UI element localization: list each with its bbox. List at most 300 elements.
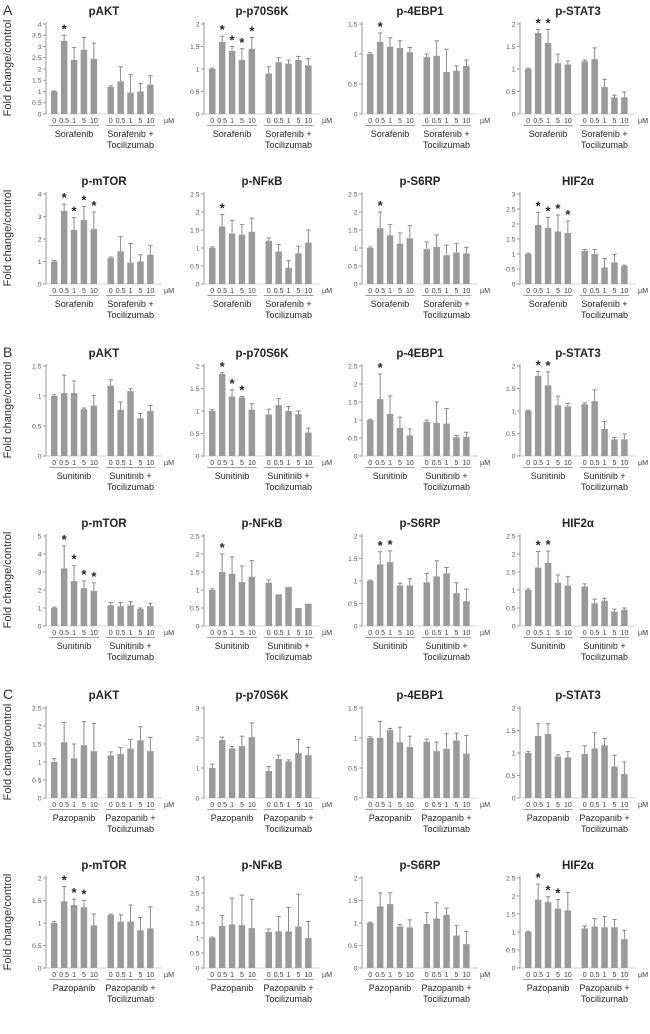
x-tick-label: 10 (620, 288, 629, 295)
y-tick-label: 2 (353, 533, 358, 541)
chart-C-pakt (16, 686, 174, 854)
x-tick-label: 10 (146, 118, 155, 125)
bar (387, 235, 394, 284)
group2-label-line1: Sorafenib + (107, 129, 154, 139)
bar (275, 252, 282, 284)
group1-label: Sorafenib (370, 129, 410, 139)
bar (127, 749, 134, 798)
chart-title: pAKT (88, 348, 120, 360)
bar (453, 253, 460, 284)
bar (555, 757, 562, 798)
significance-asterisk: * (555, 885, 561, 901)
bar (545, 563, 552, 626)
y-tick-label: 1.5 (190, 569, 200, 577)
x-tick-label: 0 (526, 802, 531, 809)
x-tick-label: 0.5 (115, 972, 126, 979)
bar (117, 922, 124, 968)
x-tick-label: 5 (138, 288, 143, 295)
group1-label: Sunitinib (372, 641, 408, 651)
x-tick-label: 5 (138, 802, 143, 809)
x-tick-label: 1 (72, 460, 77, 467)
x-tick-label: 0.5 (273, 288, 284, 295)
significance-asterisk: * (219, 540, 225, 555)
y-tick-label: 3 (195, 705, 200, 713)
x-tick-label: 0.5 (375, 460, 386, 467)
group2-label-line2: Tocilizumab (581, 652, 629, 662)
bar (525, 69, 532, 114)
x-tick-label: 1 (444, 802, 449, 809)
bar (285, 931, 292, 968)
x-tick-label: 0 (526, 118, 531, 125)
chart-title: pAKT (88, 6, 120, 18)
bar (266, 932, 273, 968)
bar (147, 255, 154, 284)
y-tick-label: 1.5 (506, 911, 516, 919)
chart-B-pp70s6k (174, 344, 332, 512)
bar (591, 401, 598, 456)
y-tick-label: 2 (37, 875, 42, 883)
x-tick-label: 0 (424, 630, 429, 637)
y-tick-label: 0.5 (32, 423, 42, 431)
chart-title: p-STAT3 (555, 690, 601, 702)
bar (305, 65, 312, 114)
x-tick-label: 1 (388, 460, 393, 467)
x-tick-label: 0 (52, 288, 57, 295)
significance-asterisk: * (535, 198, 541, 214)
unit-label: µM (164, 116, 174, 125)
unit-label: µM (638, 628, 648, 637)
bar (249, 410, 256, 456)
x-tick-label: 1 (128, 460, 133, 467)
bar (463, 253, 470, 284)
bar (555, 63, 562, 114)
y-tick-label: 1 (37, 605, 42, 613)
y-tick-label: 1 (195, 408, 200, 416)
bar (387, 904, 394, 968)
bar (209, 69, 216, 114)
y-tick-label: 2 (37, 723, 42, 731)
charts-container (16, 686, 650, 854)
chart-C-hif2 (490, 856, 648, 1024)
x-tick-label: 0 (368, 630, 373, 637)
x-tick-label: 10 (620, 630, 629, 637)
y-tick-label: 0.5 (506, 88, 516, 96)
y-tick-label: 1 (195, 587, 200, 595)
bar (407, 586, 414, 627)
bar (621, 774, 628, 798)
bar (377, 228, 384, 284)
unit-label: µM (480, 800, 490, 809)
y-tick-label: 0.5 (190, 605, 200, 613)
y-tick-label: 0 (511, 453, 516, 461)
bar (81, 50, 88, 114)
y-tick-label: 1 (37, 88, 42, 96)
chart-A-pstat3 (490, 2, 648, 170)
bar (443, 255, 450, 284)
chart-title: p-NFκB (241, 518, 283, 530)
group2-label-line2: Tocilizumab (107, 140, 155, 150)
bar (249, 49, 256, 114)
bar (463, 437, 470, 456)
bar (229, 234, 236, 284)
x-tick-label: 1 (444, 288, 449, 295)
y-tick-label: 0 (195, 453, 200, 461)
bar (305, 243, 312, 284)
x-tick-label: 5 (138, 630, 143, 637)
x-tick-label: 5 (397, 118, 402, 125)
y-tick-label: 0.5 (348, 600, 358, 608)
x-tick-label: 1 (602, 802, 607, 809)
x-tick-label: 1 (230, 972, 235, 979)
chart-A-pmtor (16, 172, 174, 340)
x-tick-label: 10 (563, 460, 572, 467)
bar (81, 588, 88, 626)
significance-asterisk: * (239, 34, 245, 50)
x-tick-label: 10 (89, 288, 98, 295)
bar (239, 925, 246, 968)
x-tick-label: 0.5 (375, 288, 386, 295)
x-tick-label: 0 (210, 460, 215, 467)
x-tick-label: 1 (546, 972, 551, 979)
bar (545, 734, 552, 798)
bar (367, 738, 374, 798)
chart-title: p-4EBP1 (396, 348, 444, 360)
y-tick-label: 2.5 (190, 533, 200, 541)
significance-asterisk: * (81, 567, 87, 582)
x-tick-label: 5 (138, 118, 143, 125)
x-tick-label: 1 (602, 118, 607, 125)
bar (71, 60, 78, 114)
group2-label-line1: Sorafenib + (423, 299, 470, 309)
bar (621, 97, 628, 114)
group2-label-line1: Sunitinib + (425, 641, 468, 651)
chart-title: p-NFκB (241, 860, 283, 872)
x-tick-label: 1 (602, 460, 607, 467)
group2-label-line1: Pazopanib + (579, 813, 630, 823)
x-tick-label: 0.5 (115, 802, 126, 809)
x-tick-label: 0 (210, 118, 215, 125)
x-tick-label: 0.5 (217, 118, 228, 125)
bar (397, 244, 404, 284)
bar (305, 938, 312, 968)
chart-title: p-S6RP (399, 860, 441, 872)
bar (117, 410, 124, 456)
significance-asterisk: * (239, 382, 245, 398)
x-tick-label: 0 (582, 288, 587, 295)
significance-asterisk: * (61, 531, 67, 547)
bar (397, 586, 404, 627)
bar (433, 577, 440, 627)
y-tick-label: 5 (37, 533, 42, 541)
chart-A-pakt (16, 2, 174, 170)
bar (591, 254, 598, 284)
bar (219, 374, 226, 456)
x-tick-label: 10 (247, 972, 256, 979)
group2-label-line2: Tocilizumab (581, 824, 629, 834)
x-tick-label: 1 (128, 972, 133, 979)
x-tick-label: 1 (230, 630, 235, 637)
y-tick-label: 0 (353, 795, 358, 803)
y-tick-label: 0.5 (190, 263, 200, 271)
y-tick-label: 0 (37, 795, 42, 803)
bar (275, 62, 282, 114)
bar (239, 582, 246, 626)
bar (525, 590, 532, 626)
y-tick-label: 0 (353, 281, 358, 289)
bar (545, 385, 552, 456)
y-tick-label: 2 (353, 209, 358, 217)
x-tick-label: 0.5 (59, 630, 70, 637)
bar (611, 97, 618, 114)
x-tick-label: 0.5 (115, 288, 126, 295)
x-tick-label: 0 (210, 630, 215, 637)
bar (127, 391, 134, 456)
y-tick-label: 1 (195, 935, 200, 943)
x-tick-label: 0 (526, 288, 531, 295)
x-tick-label: 0.5 (431, 288, 442, 295)
unit-label: µM (322, 628, 332, 637)
bar (51, 92, 58, 115)
group2-label-line2: Tocilizumab (107, 824, 155, 834)
bar (582, 586, 589, 626)
bar (463, 944, 470, 968)
bar (219, 572, 226, 626)
x-tick-label: 1 (72, 802, 77, 809)
x-tick-label: 1 (388, 972, 393, 979)
bar (611, 439, 618, 456)
y-tick-label: 2.5 (32, 705, 42, 713)
bar (545, 43, 552, 114)
bar (582, 404, 589, 456)
unit-label: µM (322, 458, 332, 467)
y-tick-label: 0.5 (32, 942, 42, 950)
panel-b-label: B (3, 344, 13, 360)
bar (525, 411, 532, 456)
bar (535, 736, 542, 798)
y-tick-label: 0 (511, 623, 516, 631)
bar (229, 749, 236, 799)
x-tick-label: 1 (444, 118, 449, 125)
y-tick-label: 1.5 (506, 727, 516, 735)
bar (453, 936, 460, 968)
y-tick-label: 0 (195, 111, 200, 119)
bar (545, 902, 552, 968)
bar (443, 915, 450, 968)
bar (377, 564, 384, 626)
bar (582, 928, 589, 968)
x-tick-label: 0 (582, 972, 587, 979)
x-tick-label: 5 (296, 460, 301, 467)
group2-label-line2: Tocilizumab (581, 482, 629, 492)
bar (433, 919, 440, 969)
x-tick-label: 0.5 (375, 118, 386, 125)
bar (305, 755, 312, 798)
x-tick-label: 5 (612, 630, 617, 637)
group2-label-line1: Sorafenib + (423, 129, 470, 139)
x-tick-label: 1 (286, 802, 291, 809)
charts-container (16, 514, 650, 682)
x-tick-label: 5 (239, 118, 244, 125)
x-tick-label: 10 (563, 972, 572, 979)
bar (295, 927, 302, 968)
bar (71, 393, 78, 456)
x-tick-label: 5 (612, 288, 617, 295)
group2-label-line2: Tocilizumab (107, 310, 155, 320)
x-tick-label: 0.5 (375, 630, 386, 637)
y-tick-label: 0 (37, 111, 42, 119)
bar (147, 928, 154, 968)
x-tick-label: 1 (230, 118, 235, 125)
x-tick-label: 10 (620, 802, 629, 809)
x-tick-label: 10 (405, 460, 414, 467)
chart-B-hif2 (490, 514, 648, 682)
x-tick-label: 10 (304, 288, 313, 295)
x-tick-label: 1 (602, 630, 607, 637)
bar (219, 926, 226, 968)
bar (108, 258, 115, 284)
group1-label: Sorafenib (54, 129, 94, 139)
group2-label-line1: Sunitinib + (583, 471, 626, 481)
x-tick-label: 5 (296, 118, 301, 125)
bar (397, 927, 404, 968)
y-tick-label: 1.5 (348, 227, 358, 235)
y-tick-label: 0 (353, 623, 358, 631)
x-tick-label: 1 (72, 972, 77, 979)
x-tick-label: 0.5 (273, 460, 284, 467)
bar (219, 42, 226, 114)
x-tick-label: 0 (108, 972, 113, 979)
chart-title: p-4EBP1 (396, 6, 444, 18)
y-tick-label: 1 (195, 66, 200, 74)
y-axis-label: Fold change/control (2, 873, 14, 971)
x-tick-label: 0.5 (589, 118, 600, 125)
chart-title: p-NFκB (241, 176, 283, 188)
bar (555, 909, 562, 968)
bar (397, 428, 404, 456)
y-tick-label: 1 (511, 750, 516, 758)
bar (229, 925, 236, 969)
bar (108, 386, 115, 456)
x-tick-label: 0 (368, 460, 373, 467)
unit-label: µM (480, 286, 490, 295)
bar (453, 71, 460, 114)
x-tick-label: 5 (612, 972, 617, 979)
unit-label: µM (480, 628, 490, 637)
x-tick-label: 1 (388, 288, 393, 295)
y-tick-label: 1 (353, 51, 358, 59)
y-tick-label: 3 (195, 875, 200, 883)
x-tick-label: 0 (52, 460, 57, 467)
significance-asterisk: * (81, 192, 87, 208)
y-tick-label: 2 (511, 551, 516, 559)
x-tick-label: 0.5 (217, 460, 228, 467)
significance-asterisk: * (377, 537, 383, 553)
bar (229, 51, 236, 114)
panel-c (0, 684, 650, 1026)
y-tick-label: 2 (353, 875, 358, 883)
bar (275, 405, 282, 456)
y-tick-label: 2 (195, 21, 200, 29)
chart-C-p4ebp1 (332, 686, 490, 854)
x-tick-label: 10 (304, 630, 313, 637)
bar (61, 211, 68, 284)
x-tick-label: 0 (424, 288, 429, 295)
bar (127, 922, 134, 968)
chart-title: p-p70S6K (235, 6, 289, 18)
bar (71, 905, 78, 968)
chart-B-pstat3 (490, 344, 648, 512)
bar (81, 907, 88, 968)
y-tick-label: 1 (511, 587, 516, 595)
y-tick-label: 4 (37, 191, 42, 199)
bar (555, 232, 562, 285)
y-tick-label: 1 (37, 920, 42, 928)
group2-label-line2: Tocilizumab (423, 140, 471, 150)
x-tick-label: 10 (247, 118, 256, 125)
significance-asterisk: * (535, 537, 541, 553)
bar (377, 42, 384, 114)
y-tick-label: 1.5 (506, 43, 516, 51)
y-tick-label: 1 (353, 920, 358, 928)
bar (621, 939, 628, 968)
bar (285, 268, 292, 284)
bar (239, 235, 246, 284)
bar (367, 54, 374, 114)
bar (295, 60, 302, 114)
x-tick-label: 10 (620, 118, 629, 125)
y-tick-label: 2.5 (506, 533, 516, 541)
group2-label-line1: Sunitinib + (109, 641, 152, 651)
bar (582, 754, 589, 798)
bar (61, 901, 68, 968)
x-tick-label: 0 (108, 288, 113, 295)
x-tick-label: 1 (546, 118, 551, 125)
x-tick-label: 0.5 (59, 972, 70, 979)
bar (91, 59, 98, 114)
bar (209, 938, 216, 968)
x-tick-label: 10 (462, 288, 471, 295)
group2-label-line2: Tocilizumab (581, 310, 629, 320)
bar (249, 737, 256, 798)
bar (443, 424, 450, 456)
x-tick-label: 10 (247, 460, 256, 467)
x-tick-label: 10 (304, 460, 313, 467)
bar (137, 740, 144, 798)
x-tick-label: 5 (454, 802, 459, 809)
x-tick-label: 0 (582, 460, 587, 467)
y-tick-label: 0.5 (32, 777, 42, 785)
y-tick-label: 0.5 (506, 266, 516, 274)
x-tick-label: 0.5 (273, 630, 284, 637)
group2-label-line1: Sorafenib + (265, 299, 312, 309)
x-tick-label: 1 (72, 118, 77, 125)
bar (108, 87, 115, 114)
chart-C-pp70s6k (174, 686, 332, 854)
y-tick-label: 0.5 (506, 605, 516, 613)
bar (377, 906, 384, 968)
y-tick-label: 2.5 (32, 55, 42, 63)
y-tick-label: 1 (511, 251, 516, 259)
bar (601, 745, 608, 798)
y-tick-label: 2 (37, 66, 42, 74)
y-tick-label: 0.5 (348, 765, 358, 773)
x-tick-label: 0.5 (59, 288, 70, 295)
bar (305, 433, 312, 456)
x-tick-label: 10 (405, 972, 414, 979)
x-tick-label: 0 (52, 118, 57, 125)
bar (443, 72, 450, 114)
bar (285, 411, 292, 456)
